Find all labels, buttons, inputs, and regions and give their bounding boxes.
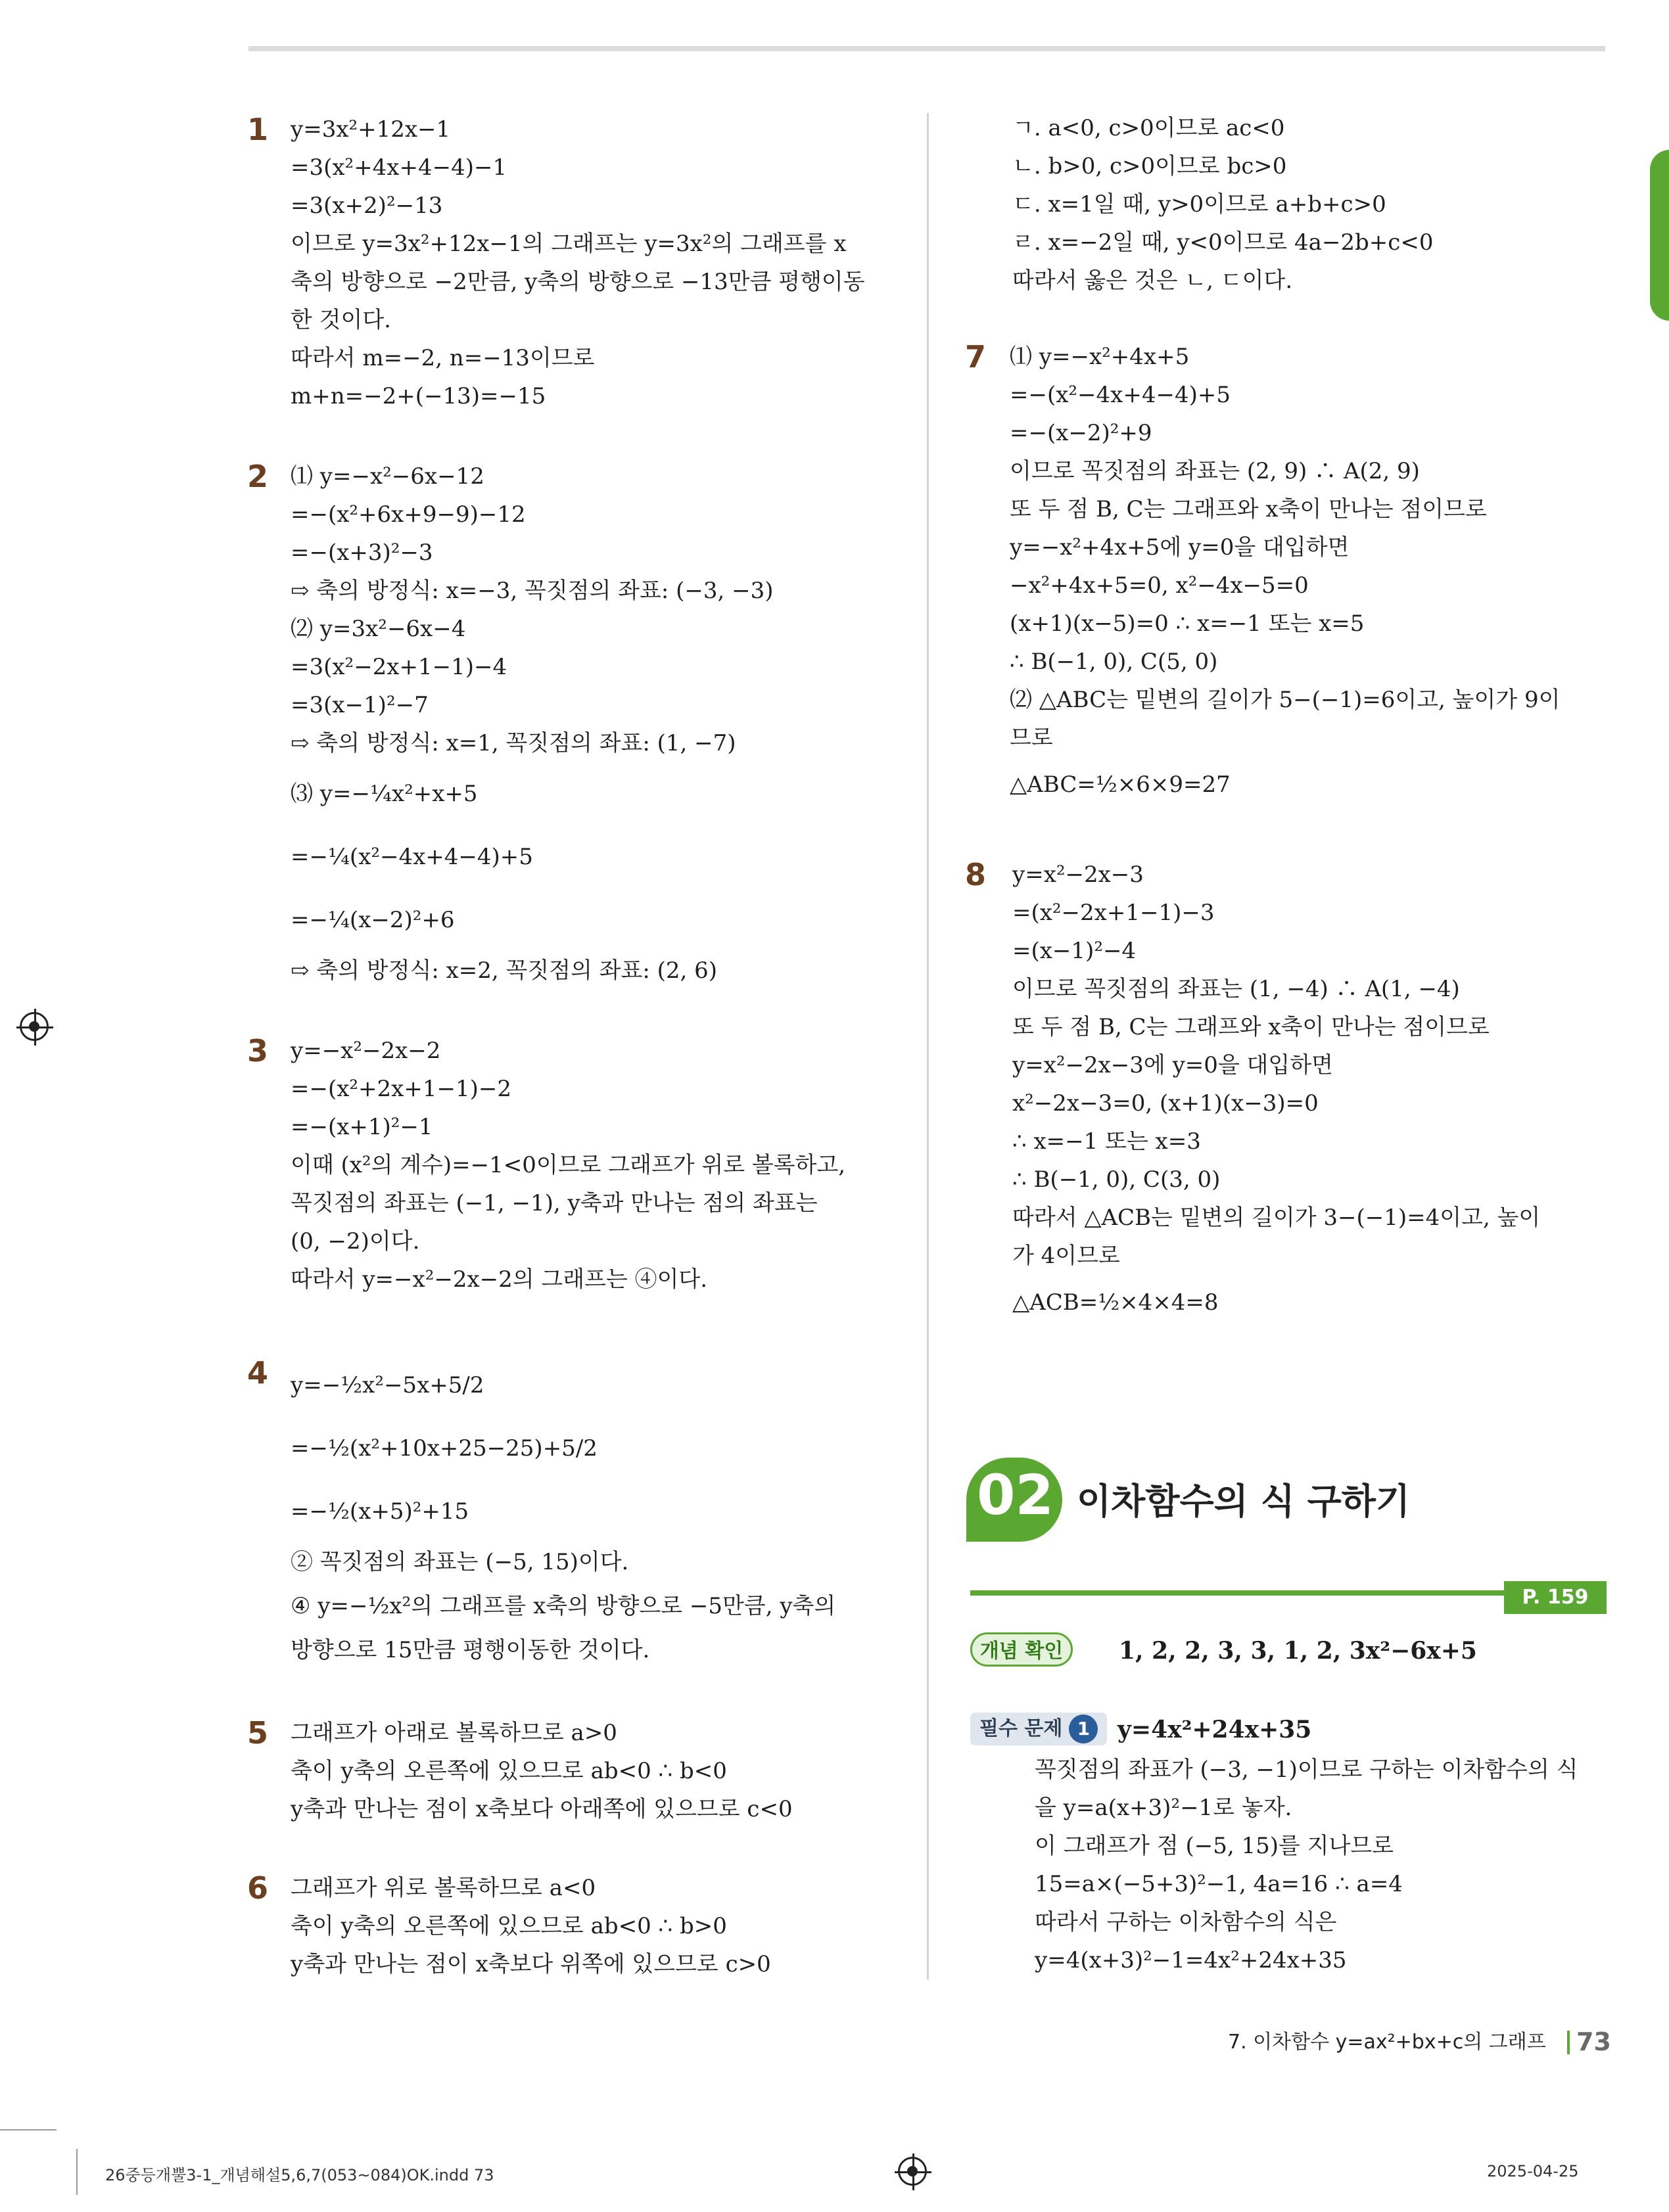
- solution-line: y축과 만나는 점이 x축보다 아래쪽에 있으므로 c<0: [291, 1796, 793, 1822]
- solution-line: 또 두 점 B, C는 그래프와 x축이 만나는 점이므로: [1010, 496, 1487, 522]
- solution-line: =−(x+1)²−1: [291, 1114, 433, 1140]
- page-reference: P. 159: [1504, 1581, 1607, 1614]
- top-rule: [248, 46, 1605, 51]
- problem-number: 2: [247, 459, 269, 494]
- chapter-footer: 7. 이차함수 y=ax²+bx+c의 그래프: [1228, 2031, 1546, 2054]
- solution-line: =−½(x²+10x+25−25)+5/2: [291, 1435, 598, 1462]
- print-slug-file: 26중등개뿔3-1_개념해설5,6,7(053~084)OK.indd 73: [105, 2166, 494, 2184]
- required-problem-badge: [970, 1713, 1107, 1745]
- solution-line: =−(x²+6x+9−9)−12: [291, 501, 526, 528]
- solution-line: 따라서 m=−2, n=−13이므로: [291, 345, 595, 371]
- solution-line: ④ y=−½x²의 그래프를 x축의 방향으로 −5만큼, y축의: [291, 1593, 836, 1619]
- problem-3: [247, 1032, 846, 1299]
- solution-line: =−¼(x−2)²+6: [291, 907, 455, 933]
- solution-line: 축이 y축의 오른쪽에 있으므로 ab<0 ∴ b>0: [291, 1913, 727, 1939]
- problem-6: [247, 1869, 771, 1983]
- solution-line: =−(x+3)²−3: [291, 540, 433, 566]
- solution-line: =(x²−2x+1−1)−3: [1012, 900, 1215, 926]
- solution-line: ⑵ y=3x²−6x−4: [291, 616, 466, 642]
- solution-line: =(x−1)²−4: [1012, 938, 1137, 964]
- chapter-tab: [1650, 150, 1669, 321]
- solution-line: ㄹ. x=−2일 때, y<0이므로 4a−2b+c<0: [1012, 229, 1434, 256]
- solution-line: ⑴ y=−x²+4x+5: [1010, 344, 1190, 370]
- registration-mark-icon: [898, 2157, 927, 2186]
- solution-line: 므로: [1010, 725, 1053, 751]
- problem-7: [965, 338, 1561, 812]
- solution-line: y=−x²+4x+5에 y=0을 대입하면: [1010, 534, 1350, 561]
- problem-number: 7: [965, 339, 987, 375]
- solution-line: 꼭짓점의 좌표가 (−3, −1)이므로 구하는 이차함수의 식: [1035, 1757, 1578, 1783]
- solution-line: ⑴ y=−x²−6x−12: [291, 463, 484, 490]
- solution-line: 이므로 꼭짓점의 좌표는 (1, −4) ∴ A(1, −4): [1012, 976, 1460, 1002]
- solution-line: 또 두 점 B, C는 그래프와 x축이 만나는 점이므로: [1012, 1014, 1490, 1040]
- solution-line: ⇨ 축의 방정식: x=2, 꼭짓점의 좌표: (2, 6): [291, 957, 718, 984]
- solution-line: 꼭짓점의 좌표는 (−1, −1), y축과 만나는 점의 좌표는: [291, 1190, 818, 1216]
- problem-1: [247, 110, 865, 415]
- solution-line: 이므로 y=3x²+12x−1의 그래프는 y=3x²의 그래프를 x: [291, 231, 847, 257]
- solution-line: y=−x²−2x−2: [291, 1038, 441, 1064]
- page-number: 73: [1576, 2027, 1611, 2056]
- solution-line: =3(x²−2x+1−1)−4: [291, 654, 507, 680]
- solution-line: =−¼(x²−4x+4−4)+5: [291, 844, 533, 870]
- solution-line: m+n=−2+(−13)=−15: [291, 383, 546, 409]
- solution-line: y=4(x+3)²−1=4x²+24x+35: [1035, 1947, 1347, 1973]
- solution-line: (0, −2)이다.: [291, 1228, 420, 1255]
- solution-line: ∴ B(−1, 0), C(3, 0): [1012, 1166, 1221, 1193]
- solution-line: =3(x+2)²−13: [291, 193, 443, 219]
- section-number: 02: [977, 1463, 1054, 1527]
- solution-line: (x+1)(x−5)=0 ∴ x=−1 또는 x=5: [1010, 611, 1365, 637]
- solution-line: =3(x−1)²−7: [291, 692, 429, 718]
- problem-number: 8: [965, 857, 987, 892]
- problem-number: 6: [247, 1870, 269, 1906]
- solution-line: 그래프가 위로 볼록하므로 a<0: [291, 1875, 596, 1901]
- problem-8: [965, 856, 1541, 1330]
- solution-line: ∴ B(−1, 0), C(5, 0): [1010, 649, 1218, 675]
- print-slug-date: 2025-04-25: [1487, 2162, 1579, 2180]
- problem-number: 5: [247, 1715, 269, 1751]
- solution-line: 이때 (x²의 계수)=−1<0이므로 그래프가 위로 볼록하고,: [291, 1152, 846, 1178]
- solution-line: ② 꼭짓점의 좌표는 (−5, 15)이다.: [291, 1549, 629, 1575]
- solution-line: 이 그래프가 점 (−5, 15)를 지나므로: [1035, 1833, 1394, 1859]
- solution-line: y=−½x²−5x+5/2: [291, 1372, 484, 1398]
- solution-line: x²−2x−3=0, (x+1)(x−3)=0: [1012, 1090, 1319, 1117]
- solution-line: 이므로 꼭짓점의 좌표는 (2, 9) ∴ A(2, 9): [1010, 458, 1420, 484]
- solution-line: ㄱ. a<0, c>0이므로 ac<0: [1012, 115, 1285, 141]
- solution-line: ⇨ 축의 방정식: x=1, 꼭짓점의 좌표: (1, −7): [291, 730, 736, 756]
- solution-line: ∴ x=−1 또는 x=3: [1012, 1128, 1201, 1155]
- problem-5: [247, 1714, 793, 1828]
- solution-line: =−(x−2)²+9: [1010, 420, 1152, 446]
- solution-line: ⑵ △ABC는 밑변의 길이가 5−(−1)=6이고, 높이가 9이: [1010, 687, 1561, 713]
- solution-line: ㄷ. x=1일 때, y>0이므로 a+b+c>0: [1012, 191, 1386, 218]
- solution-line: 따라서 구하는 이차함수의 식은: [1035, 1909, 1337, 1935]
- solution-line: 방향으로 15만큼 평행이동한 것이다.: [291, 1637, 650, 1663]
- solution-line: y=x²−2x−3: [1012, 862, 1144, 888]
- problem-2: [247, 457, 774, 990]
- required-problem-solution: [1035, 1751, 1578, 1979]
- solution-line: △ABC=½×6×9=27: [1010, 772, 1231, 798]
- solution-line: 15=a×(−5+3)²−1, 4a=16 ∴ a=4: [1035, 1871, 1403, 1897]
- solution-line: 축이 y축의 오른쪽에 있으므로 ab<0 ∴ b<0: [291, 1758, 727, 1784]
- solution-line: y=3x²+12x−1: [291, 116, 451, 143]
- problem-number: 4: [247, 1355, 269, 1391]
- column-divider: [927, 113, 929, 1979]
- solution-line: 가 4이므로: [1012, 1243, 1120, 1269]
- registration-mark-icon: [20, 1012, 49, 1041]
- required-problem-answer: y=4x²+24x+35: [1117, 1716, 1312, 1743]
- solution-line: =3(x²+4x+4−4)−1: [291, 154, 507, 181]
- solution-line: −x²+4x+5=0, x²−4x−5=0: [1010, 572, 1309, 599]
- solution-line: =−(x²+2x+1−1)−2: [291, 1076, 511, 1102]
- solution-line: =−(x²−4x+4−4)+5: [1010, 382, 1231, 408]
- solution-line: 따라서 △ACB는 밑변의 길이가 3−(−1)=4이고, 높이: [1012, 1205, 1541, 1231]
- concept-check-answer: 1, 2, 2, 3, 3, 1, 2, 3x²−6x+5: [1119, 1637, 1477, 1665]
- solution-line: 그래프가 아래로 볼록하므로 a>0: [291, 1720, 617, 1746]
- solution-line: △ACB=½×4×4=8: [1012, 1289, 1219, 1316]
- problem-number-circle: 1: [1069, 1715, 1098, 1743]
- footer-divider: [1567, 2031, 1570, 2054]
- solution-line: 따라서 옳은 것은 ㄴ, ㄷ이다.: [1012, 267, 1293, 294]
- problem-4: [247, 1354, 836, 1669]
- crop-mark: [76, 2149, 78, 2195]
- solution-line: ⑶ y=−¼x²+x+5: [291, 781, 478, 807]
- solution-line: 축의 방향으로 −2만큼, y축의 방향으로 −13만큼 평행이동: [291, 269, 865, 295]
- problem-number: 1: [247, 112, 269, 147]
- solution-line: 을 y=a(x+3)²−1로 놓자.: [1035, 1795, 1292, 1821]
- solution-line: ㄴ. b>0, c>0이므로 bc>0: [1012, 153, 1287, 179]
- solution-line: y=x²−2x−3에 y=0을 대입하면: [1012, 1052, 1333, 1078]
- solution-line: 따라서 y=−x²−2x−2의 그래프는 ④이다.: [291, 1266, 708, 1293]
- solution-line: ⇨ 축의 방정식: x=−3, 꼭짓점의 좌표: (−3, −3): [291, 578, 774, 604]
- problem-number: 3: [247, 1033, 269, 1069]
- crop-mark: [0, 2129, 57, 2131]
- concept-check-badge: 개념 확인: [970, 1632, 1073, 1667]
- problem-6-continued: [1012, 109, 1433, 300]
- solution-line: y축과 만나는 점이 x축보다 위쪽에 있으므로 c>0: [291, 1951, 771, 1977]
- required-problem-label: 필수 문제: [979, 1717, 1063, 1740]
- section-title: 이차함수의 식 구하기: [1077, 1481, 1411, 1522]
- solution-line: 한 것이다.: [291, 307, 391, 333]
- solution-line: =−½(x+5)²+15: [291, 1498, 469, 1525]
